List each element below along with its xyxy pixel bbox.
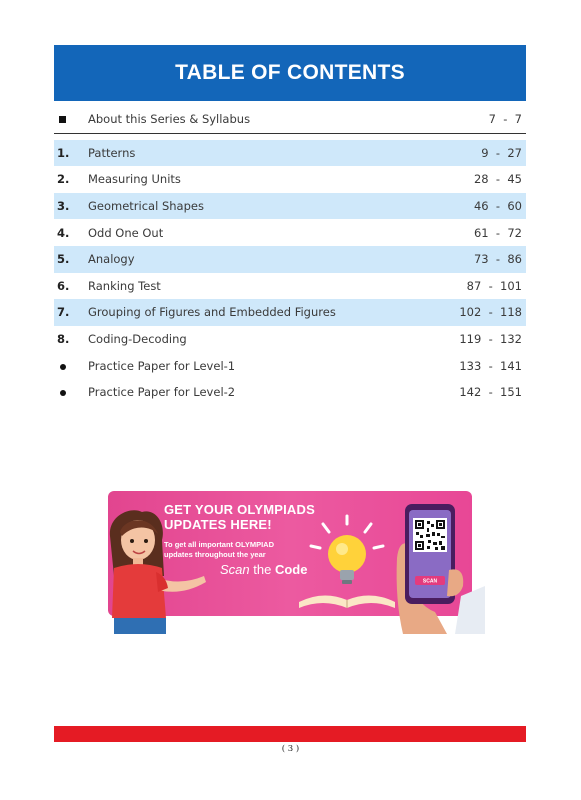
toc-entry-row[interactable] xyxy=(54,193,526,220)
footer-bar xyxy=(54,726,526,742)
toc-entry-pages: 87 - 101 xyxy=(466,278,522,293)
toc-entry-label: Grouping of Figures and Embedded Figures xyxy=(88,305,336,320)
divider xyxy=(54,133,526,134)
toc-practice-row[interactable] xyxy=(54,379,526,406)
toc-entry-label: Geometrical Shapes xyxy=(88,199,204,214)
toc-entry-pages: 46 - 60 xyxy=(473,199,522,214)
toc-entry-row[interactable] xyxy=(54,219,526,246)
banner-headline: GET YOUR OLYMPIADS UPDATES HERE! xyxy=(164,502,315,532)
toc-entry-label: Odd One Out xyxy=(88,225,164,240)
toc-entry-pages: 119 - 132 xyxy=(459,332,522,347)
toc-entry-pages: 28 - 45 xyxy=(473,172,522,187)
page-number: ( 3 ) xyxy=(281,744,300,754)
toc-entry-label: Coding-Decoding xyxy=(88,332,187,347)
toc-entry-label: Patterns xyxy=(88,145,136,160)
toc-entry-row[interactable] xyxy=(54,326,526,353)
toc-entry-number: 7. xyxy=(57,305,70,320)
toc-entry-number: 5. xyxy=(57,252,70,267)
light-bulb-book-icon xyxy=(295,510,400,610)
phone-qr-icon xyxy=(395,500,485,634)
toc-entry-pages: 7 - 7 xyxy=(488,112,522,127)
toc-entry-pages: 73 - 86 xyxy=(473,252,522,267)
girl-illustration-icon xyxy=(100,506,210,634)
round-bullet-icon xyxy=(60,364,66,370)
page-title: TABLE OF CONTENTS xyxy=(175,61,405,84)
toc-entry-pages: 102 - 118 xyxy=(459,305,522,320)
toc-entry-label: Analogy xyxy=(88,252,135,267)
toc-entry-row[interactable] xyxy=(54,166,526,193)
toc-entry-number: 4. xyxy=(57,225,70,240)
toc-entry-number: 3. xyxy=(57,199,70,214)
toc-entry-label: About this Series & Syllabus xyxy=(88,112,251,127)
toc-entry-row[interactable] xyxy=(54,299,526,326)
code-word: Code xyxy=(274,562,308,577)
toc-entry-row[interactable] xyxy=(54,273,526,300)
toc-entry-row[interactable] xyxy=(54,140,526,167)
toc-entry-pages: 133 - 141 xyxy=(459,358,522,373)
toc-entry-pages: 61 - 72 xyxy=(473,225,522,240)
square-bullet-icon xyxy=(59,116,66,123)
toc-entry-pages: 142 - 151 xyxy=(459,385,522,400)
toc-entry-row[interactable] xyxy=(54,246,526,273)
toc-entry-number: 6. xyxy=(57,278,70,293)
toc-entry-label: Practice Paper for Level-2 xyxy=(88,385,236,400)
table-of-contents xyxy=(54,106,526,406)
toc-intro-row[interactable] xyxy=(54,106,526,133)
toc-entry-number: 1. xyxy=(57,145,70,160)
toc-entry-label: Ranking Test xyxy=(88,278,161,293)
toc-entry-pages: 9 - 27 xyxy=(481,145,522,160)
toc-entry-label: Measuring Units xyxy=(88,172,181,187)
the-word: the xyxy=(253,562,272,577)
toc-entry-number: 2. xyxy=(57,172,70,187)
toc-entry-label: Practice Paper for Level-1 xyxy=(88,358,236,373)
scan-button-label: SCAN xyxy=(422,578,438,585)
toc-practice-row[interactable] xyxy=(54,352,526,379)
scan-word: Scan xyxy=(220,562,250,577)
toc-title-bar xyxy=(54,45,526,101)
round-bullet-icon xyxy=(60,390,66,396)
banner-subtext: To get all important OLYMPIAD updates throughout the year xyxy=(164,540,275,559)
toc-entry-number: 8. xyxy=(57,332,70,347)
